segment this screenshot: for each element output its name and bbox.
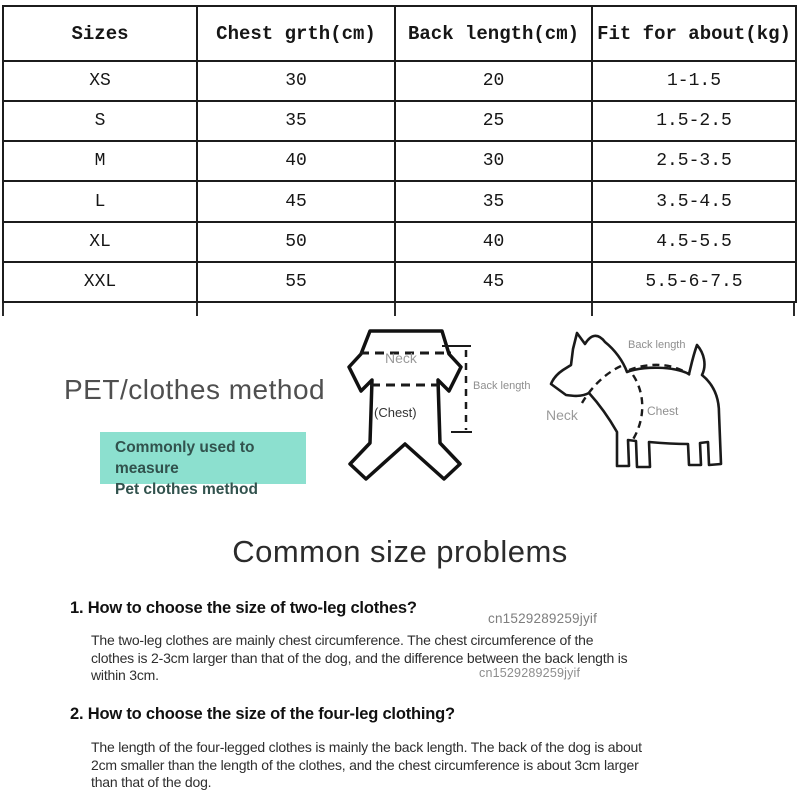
table-border-stub [2, 303, 4, 316]
faq-answer-2 [91, 739, 642, 792]
cell-chest: 35 [197, 101, 395, 141]
faq-question-2: 2. How to choose the size of the four-leg clothing? [70, 705, 455, 723]
faq-answer-1-line1: The two-leg clothes are mainly chest circumference. The chest circumference of the [91, 632, 594, 648]
faq-answer-1-line2: clothes is 2-3cm larger than that of the dog, and the difference between the back length is [91, 649, 628, 666]
table-border-stub [793, 303, 795, 316]
watermark-text: cn1529289259jyif [488, 611, 598, 626]
cell-size: M [3, 141, 197, 181]
col-header-back-length: Back length(cm) [395, 6, 592, 61]
dog-outline [551, 333, 721, 467]
dog-chest-measure-line [632, 375, 642, 441]
size-table-header-row [3, 6, 796, 61]
size-table [2, 5, 797, 303]
measure-method-title: PET/clothes method [64, 374, 326, 405]
table-row-l [3, 181, 796, 221]
faq-title: Common size problems [232, 534, 568, 569]
faq-answer-2-line2: 2cm smaller than the length of the clothes, and the chest circumference is about 3cm larger [91, 756, 639, 773]
table-border-stub [196, 303, 198, 316]
cell-weight: 4.5-5.5 [592, 222, 796, 262]
faq-answer-2-line3: than that of the dog. [91, 774, 212, 790]
watermark-text: cn1529289259jyif [479, 666, 581, 680]
table-row-xl [3, 222, 796, 262]
cell-weight: 1-1.5 [592, 61, 796, 101]
cell-weight: 3.5-4.5 [592, 181, 796, 221]
cell-back: 30 [395, 141, 592, 181]
table-row-m [3, 141, 796, 181]
table-border-stub [591, 303, 593, 316]
measure-note-line2: Pet clothes method [115, 481, 258, 498]
table-row-xs [3, 61, 796, 101]
cell-weight: 1.5-2.5 [592, 101, 796, 141]
dog-chest-label: Chest [647, 404, 679, 418]
cell-back: 25 [395, 101, 592, 141]
cell-weight: 5.5-6-7.5 [592, 262, 796, 302]
cell-chest: 55 [197, 262, 395, 302]
table-row-xxl [3, 262, 796, 302]
col-header-chest-girth: Chest grth(cm) [197, 6, 395, 61]
cell-chest: 30 [197, 61, 395, 101]
table-border-stub [394, 303, 396, 316]
dog-neck-measure-line [582, 366, 621, 403]
cell-back: 45 [395, 262, 592, 302]
col-header-sizes: Sizes [3, 6, 197, 61]
measure-note-highlight [100, 432, 306, 498]
table-row-s [3, 101, 796, 141]
faq-question-1: 1. How to choose the size of two-leg clothes? [70, 599, 417, 617]
cell-back: 40 [395, 222, 592, 262]
cell-chest: 45 [197, 181, 395, 221]
dog-diagram [530, 320, 730, 472]
dog-backlength-label: Back length [628, 339, 686, 351]
faq-answer-1-line3: within 3cm. [91, 667, 159, 683]
clothes-diagram [330, 318, 535, 488]
cell-size: XXL [3, 262, 197, 302]
measure-note-line1: Commonly used to measure [115, 439, 255, 477]
cell-back: 20 [395, 61, 592, 101]
clothes-neck-label: Neck [385, 350, 417, 366]
dog-neck-label: Neck [546, 407, 578, 423]
cell-chest: 50 [197, 222, 395, 262]
faq-answer-2-line1: The length of the four-legged clothes is mainly the back length. The back of the dog is about [91, 739, 642, 755]
cell-weight: 2.5-3.5 [592, 141, 796, 181]
col-header-fit-weight: Fit for about(kg) [592, 6, 796, 61]
cell-size: L [3, 181, 197, 221]
cell-size: XL [3, 222, 197, 262]
clothes-backlength-label: Back length [473, 380, 531, 392]
clothes-chest-label: (Chest) [374, 405, 417, 420]
cell-size: XS [3, 61, 197, 101]
cell-size: S [3, 101, 197, 141]
cell-chest: 40 [197, 141, 395, 181]
cell-back: 35 [395, 181, 592, 221]
